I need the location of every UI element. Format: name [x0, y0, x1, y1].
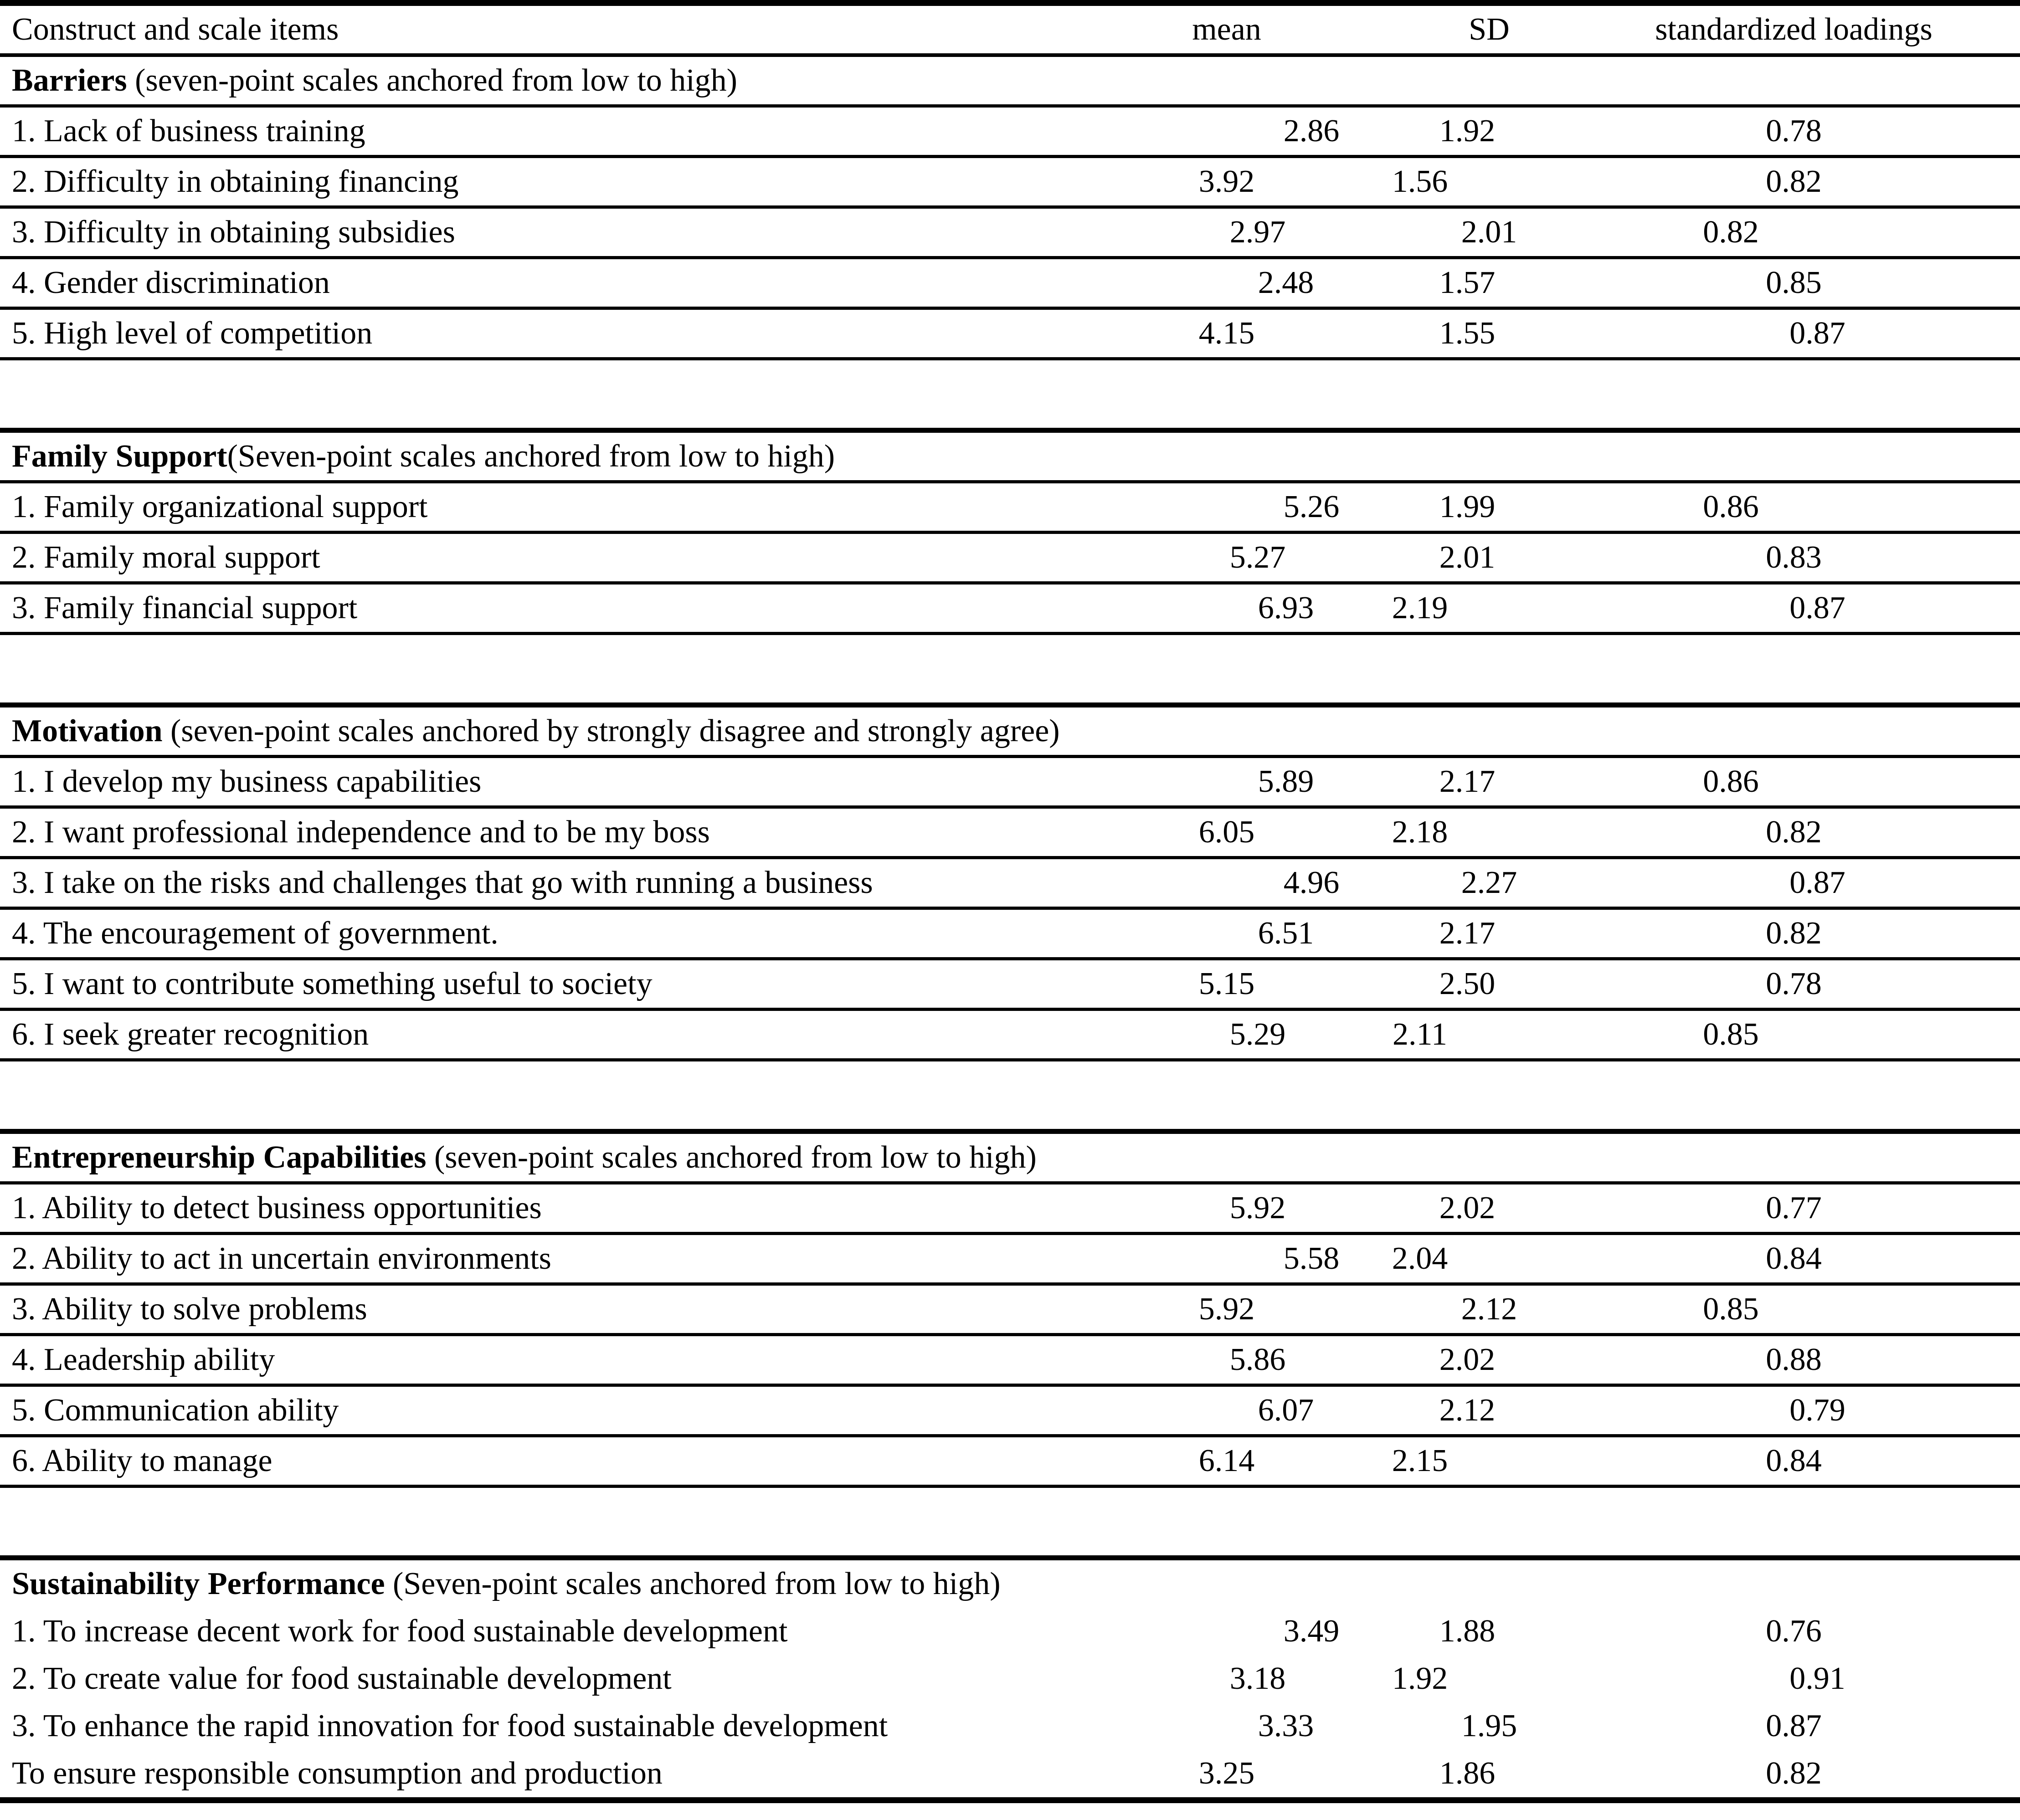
- mean-value: 5.92: [1148, 1284, 1367, 1335]
- scale-item-label: To ensure responsible consumption and production: [12, 1756, 663, 1791]
- table-row: [0, 1750, 2020, 1800]
- table-row: [0, 1436, 2020, 1487]
- loading-value: 0.88: [1568, 1335, 2020, 1385]
- table-row: [0, 757, 2020, 807]
- loading-value: 0.85: [1568, 1284, 2020, 1335]
- scale-item-label: 1. I develop my business capabilities: [0, 757, 1148, 807]
- scale-item-label: 4. The encouragement of government.: [0, 908, 1148, 959]
- sd-value: 1.99: [1367, 482, 1568, 533]
- scale-item-label: 3. I take on the risks and challenges that go with running a business: [0, 858, 1148, 908]
- sd-value: 2.01: [1367, 533, 1568, 583]
- loading-value: 0.86: [1568, 482, 2020, 533]
- section-subtitle: (seven-point scales anchored by strongly disagree and strongly agree): [162, 713, 1060, 749]
- loading-value: 0.87: [1568, 583, 2020, 634]
- mean-value: 3.33: [1258, 1708, 1314, 1743]
- table-row: [0, 583, 2020, 634]
- scale-item-label: 6. Ability to manage: [0, 1436, 1148, 1487]
- mean-value: 3.18: [1229, 1661, 1286, 1696]
- scale-item-label: 1. Lack of business training: [0, 106, 1148, 157]
- loading-value: 0.87: [1568, 858, 2020, 908]
- mean-value: 3.92: [1148, 157, 1367, 207]
- sd-value: 1.92: [1392, 1661, 1448, 1696]
- sd-value: 2.01: [1367, 207, 1568, 258]
- table-row: [0, 1655, 2020, 1702]
- table-row: [0, 1335, 2020, 1385]
- scale-item-label: 2. To create value for food sustainable development: [12, 1661, 672, 1696]
- section-header-sustainability-performance: [0, 1558, 2020, 1608]
- scale-item-label: 4. Leadership ability: [0, 1335, 1148, 1385]
- table-row: [0, 258, 2020, 308]
- sd-value: 1.92: [1367, 106, 1568, 157]
- scale-item-label: 2. Family moral support: [0, 533, 1148, 583]
- section-subtitle: (Seven-point scales anchored from low to high): [385, 1566, 1001, 1601]
- mean-value: 3.49: [1283, 1614, 1340, 1649]
- table-row: [0, 959, 2020, 1010]
- scale-item-label: 1. Family organizational support: [0, 482, 1148, 533]
- scale-item-label: 3. Ability to solve problems: [0, 1284, 1148, 1335]
- loading-value: 0.84: [1568, 1436, 2020, 1487]
- sd-value: 2.02: [1367, 1335, 1568, 1385]
- scale-item-label: 5. High level of competition: [0, 308, 1148, 359]
- table-row: [0, 1284, 2020, 1335]
- mean-value: 5.86: [1148, 1335, 1367, 1385]
- section-title: Motivation: [12, 713, 163, 749]
- sd-value: 2.02: [1367, 1183, 1568, 1234]
- sd-value: 2.17: [1367, 757, 1568, 807]
- table-row: [0, 482, 2020, 533]
- sd-value: 2.12: [1367, 1284, 1568, 1335]
- loading-value: 0.82: [1568, 157, 2020, 207]
- scale-item-label: 3. Difficulty in obtaining subsidies: [0, 207, 1148, 258]
- section-title: Sustainability Performance: [12, 1566, 385, 1601]
- loading-value: 0.83: [1568, 533, 2020, 583]
- scale-item-label: 5. I want to contribute something useful to society: [0, 959, 1148, 1010]
- sd-value: 1.95: [1461, 1708, 1517, 1743]
- sd-value: 1.55: [1367, 308, 1568, 359]
- section-header-entrepreneurship-capabilities: [0, 1132, 2020, 1183]
- sd-value: 2.18: [1367, 807, 1568, 858]
- mean-value: 6.05: [1148, 807, 1367, 858]
- table-row: [0, 1608, 2020, 1655]
- mean-value: 4.15: [1148, 308, 1367, 359]
- section-spacer: [0, 1060, 2020, 1132]
- table-row: [0, 858, 2020, 908]
- section-subtitle: (seven-point scales anchored from low to high): [426, 1140, 1037, 1175]
- header-sd: SD: [1367, 3, 1568, 56]
- loading-value: 0.79: [1568, 1385, 2020, 1436]
- scale-item-label: 5. Communication ability: [0, 1385, 1148, 1436]
- loading-value: 0.76: [1766, 1614, 1822, 1649]
- sd-value: 2.27: [1367, 858, 1568, 908]
- loading-value: 0.85: [1568, 1010, 2020, 1060]
- table-row: [0, 308, 2020, 359]
- loading-value: 0.85: [1568, 258, 2020, 308]
- section-title: Barriers: [12, 63, 127, 98]
- mean-value: 5.58: [1148, 1234, 1367, 1284]
- section-title: Entrepreneurship Capabilities: [12, 1140, 427, 1175]
- table-row: [0, 1234, 2020, 1284]
- scale-item-label: 2. Difficulty in obtaining financing: [0, 157, 1148, 207]
- section-header-motivation: [0, 705, 2020, 757]
- mean-value: 5.26: [1148, 482, 1367, 533]
- mean-value: 3.25: [1198, 1756, 1255, 1791]
- loading-value: 0.91: [1789, 1661, 1845, 1696]
- sd-value: 2.12: [1367, 1385, 1568, 1436]
- table-row: [0, 1010, 2020, 1060]
- mean-value: 6.93: [1148, 583, 1367, 634]
- section-spacer: [0, 634, 2020, 705]
- mean-value: 6.07: [1148, 1385, 1367, 1436]
- loading-value: 0.82: [1568, 807, 2020, 858]
- mean-value: 6.51: [1148, 908, 1367, 959]
- sd-value: 2.50: [1367, 959, 1568, 1010]
- scale-item-label: 2. I want professional independence and to be my boss: [0, 807, 1148, 858]
- scale-item-label: 6. I seek greater recognition: [0, 1010, 1148, 1060]
- loading-value: 0.82: [1568, 207, 2020, 258]
- sd-value: 2.19: [1367, 583, 1568, 634]
- loading-value: 0.87: [1766, 1708, 1822, 1743]
- sd-value: 2.15: [1367, 1436, 1568, 1487]
- loading-value: 0.77: [1568, 1183, 2020, 1234]
- mean-value: 2.48: [1148, 258, 1367, 308]
- scale-item-label: 2. Ability to act in uncertain environments: [0, 1234, 1148, 1284]
- mean-value: 5.92: [1148, 1183, 1367, 1234]
- sd-value: 2.04: [1367, 1234, 1568, 1284]
- mean-value: 5.89: [1148, 757, 1367, 807]
- sd-value: 1.57: [1367, 258, 1568, 308]
- loading-value: 0.82: [1568, 908, 2020, 959]
- scale-item-label: 3. Family financial support: [0, 583, 1148, 634]
- header-mean: mean: [1148, 3, 1367, 56]
- table-row: [0, 157, 2020, 207]
- header-construct-items: Construct and scale items: [0, 3, 1148, 56]
- mean-value: 2.97: [1148, 207, 1367, 258]
- table-row: [0, 1702, 2020, 1750]
- loading-value: 0.78: [1568, 959, 2020, 1010]
- section-title: Family Support: [12, 439, 227, 474]
- mean-value: 5.27: [1148, 533, 1367, 583]
- section-spacer: [0, 359, 2020, 431]
- mean-value: 2.86: [1148, 106, 1367, 157]
- mean-value: 5.15: [1148, 959, 1367, 1010]
- sd-value: 2.17: [1367, 908, 1568, 959]
- section-header-barriers: [0, 55, 2020, 106]
- loading-value: 0.78: [1568, 106, 2020, 157]
- sd-value: 1.56: [1367, 157, 1568, 207]
- section-header-family-support: [0, 431, 2020, 482]
- scale-item-label: 4. Gender discrimination: [0, 258, 1148, 308]
- mean-value: 4.96: [1148, 858, 1367, 908]
- sd-value: 1.86: [1439, 1756, 1496, 1791]
- section-spacer: [0, 1487, 2020, 1558]
- sd-value: 2.11: [1367, 1010, 1568, 1060]
- sd-value: 1.88: [1439, 1614, 1496, 1649]
- scale-item-label: 1. Ability to detect business opportunities: [0, 1183, 1148, 1234]
- table-row: [0, 1183, 2020, 1234]
- loading-value: 0.87: [1568, 308, 2020, 359]
- loading-value: 0.82: [1766, 1756, 1822, 1791]
- table-row: [0, 207, 2020, 258]
- section-subtitle: (Seven-point scales anchored from low to high): [227, 439, 835, 474]
- loading-value: 0.84: [1568, 1234, 2020, 1284]
- table-row: [0, 908, 2020, 959]
- section-subtitle: (seven-point scales anchored from low to high): [127, 63, 737, 98]
- table-row: [0, 106, 2020, 157]
- header-standardized-loadings: standardized loadings: [1568, 3, 2020, 56]
- loading-value: 0.86: [1568, 757, 2020, 807]
- table-row: [0, 533, 2020, 583]
- mean-value: 6.14: [1148, 1436, 1367, 1487]
- scale-item-label: 3. To enhance the rapid innovation for food sustainable development: [12, 1708, 888, 1743]
- mean-value: 5.29: [1148, 1010, 1367, 1060]
- table-header-row: [0, 3, 2020, 56]
- table-row: [0, 807, 2020, 858]
- table-row: [0, 1385, 2020, 1436]
- scale-item-label: 1. To increase decent work for food sustainable development: [12, 1614, 788, 1649]
